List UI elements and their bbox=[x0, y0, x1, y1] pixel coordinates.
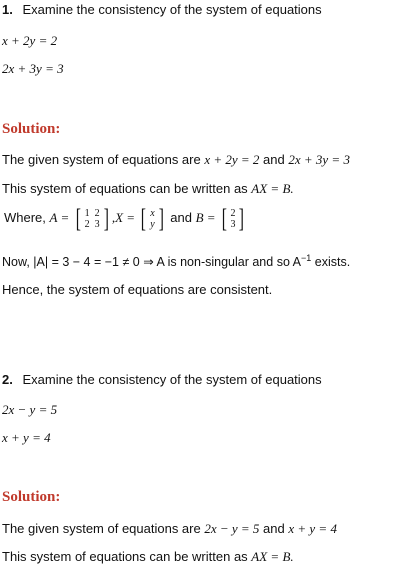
solution-line bbox=[2, 549, 294, 565]
question-prompt: Examine the consistency of the system of equations bbox=[22, 2, 322, 17]
equation: 2x + 3y = 3 bbox=[288, 152, 350, 167]
conclusion: Hence, the system of equations are consistent. bbox=[2, 282, 273, 297]
solution-line bbox=[2, 521, 337, 537]
text: This system of equations can be written as bbox=[2, 181, 252, 196]
solution-line bbox=[2, 250, 350, 270]
text: This system of equations can be written as bbox=[2, 549, 252, 564]
equation: x + y = 4 bbox=[2, 430, 51, 445]
equation: x + y = 4 bbox=[288, 521, 337, 536]
solution-line bbox=[2, 152, 350, 168]
text: and bbox=[259, 152, 289, 167]
equation: x + 2y = 2 bbox=[2, 33, 58, 48]
question-2-heading bbox=[2, 372, 322, 388]
matrix-x: [ x y ] bbox=[141, 203, 164, 233]
equation: 2x − y = 5 bbox=[204, 521, 260, 536]
solution-label: Solution: bbox=[2, 121, 61, 137]
matrix-cell: 2 bbox=[94, 207, 100, 219]
matrix-b: [ 2 3 ] bbox=[221, 203, 245, 233]
question-1-heading bbox=[2, 2, 322, 18]
matrix-cell: 1 bbox=[84, 207, 90, 219]
matrix-cell: 3 bbox=[94, 218, 100, 230]
text: The given system of equations are bbox=[2, 521, 205, 536]
matrix-label: A = bbox=[49, 210, 73, 225]
matrix-cell: 2 bbox=[84, 218, 90, 230]
matrix-equation: AX = B. bbox=[251, 181, 294, 196]
matrix-equation: AX = B. bbox=[251, 549, 294, 564]
matrix-cell: 3 bbox=[230, 218, 236, 230]
determinant-text: Now, |A| = 3 − 4 = −1 ≠ 0 ⇒ A is non-singular and so A bbox=[2, 255, 302, 270]
text: The given system of equations are bbox=[2, 152, 205, 167]
equation: x + 2y = 2 bbox=[204, 152, 260, 167]
question-prompt: Examine the consistency of the system of equations bbox=[22, 372, 322, 387]
text: and bbox=[259, 521, 289, 536]
matrix-a: [ 1 2 2 3 ] bbox=[75, 203, 110, 233]
matrix-cell: 2 bbox=[230, 207, 236, 219]
matrix-cell: y bbox=[150, 218, 155, 230]
text: and bbox=[166, 210, 196, 225]
text: Where, bbox=[4, 210, 50, 225]
matrix-label: ,X = bbox=[111, 210, 139, 225]
inverse-superscript: −1 bbox=[301, 253, 312, 263]
matrix-label: B = bbox=[195, 210, 219, 225]
matrix-cell: x bbox=[150, 207, 155, 219]
equation: 2x − y = 5 bbox=[2, 402, 58, 417]
question-number: 2. bbox=[2, 372, 13, 387]
solution-label: Solution: bbox=[2, 489, 61, 505]
matrix-definitions bbox=[2, 203, 247, 233]
text: exists. bbox=[311, 255, 351, 270]
solution-line bbox=[2, 181, 294, 197]
equation: 2x + 3y = 3 bbox=[2, 61, 64, 76]
question-number: 1. bbox=[2, 2, 13, 17]
